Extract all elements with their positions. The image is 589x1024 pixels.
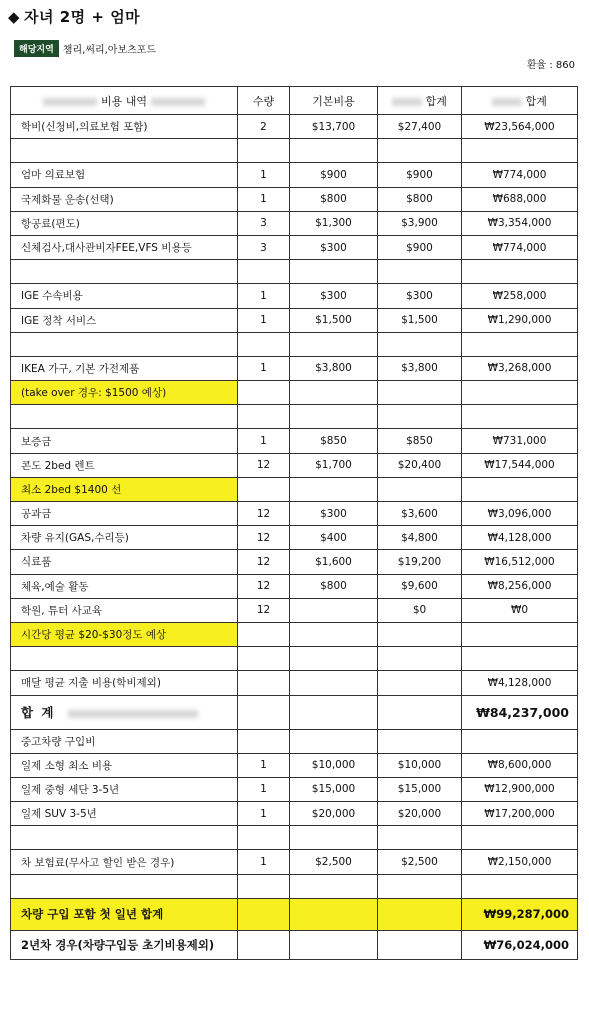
table-row xyxy=(11,405,578,429)
row-base xyxy=(290,729,378,753)
row-qty: 1 xyxy=(238,777,290,801)
row-sum-usd: $900 xyxy=(378,163,462,187)
row-qty xyxy=(238,260,290,284)
row-base xyxy=(290,874,378,898)
redacted-mark xyxy=(492,98,522,106)
redacted-mark xyxy=(68,710,198,718)
total-krw: ₩84,237,000 xyxy=(462,695,578,729)
row-base: $15,000 xyxy=(290,777,378,801)
row-sum-usd xyxy=(378,139,462,163)
row-base: $20,000 xyxy=(290,802,378,826)
row-qty xyxy=(238,826,290,850)
row-item: 일제 SUV 3-5년 xyxy=(11,802,238,826)
row-sum-usd: $4,800 xyxy=(378,526,462,550)
region-text: 챔리,써리,아보츠포드 xyxy=(62,45,157,56)
row-sum-usd: $20,400 xyxy=(378,453,462,477)
row-sum-krw: ₩12,900,000 xyxy=(462,777,578,801)
row-qty xyxy=(238,139,290,163)
row-item: 학원, 튜터 사교육 xyxy=(11,598,238,622)
row-sum-krw xyxy=(462,405,578,429)
row-sum-krw xyxy=(462,826,578,850)
row-item: 콘도 2bed 렌트 xyxy=(11,453,238,477)
row-sum-usd xyxy=(378,260,462,284)
row-sum-usd: $2,500 xyxy=(378,850,462,874)
row-sum-krw xyxy=(462,139,578,163)
row-qty: 1 xyxy=(238,284,290,308)
row-base: $300 xyxy=(290,502,378,526)
row-sum-krw: ₩258,000 xyxy=(462,284,578,308)
table-row xyxy=(11,802,578,826)
row-base: $900 xyxy=(290,163,378,187)
row-item: 매달 평균 지출 비용(학비제외) xyxy=(11,671,238,695)
cost-table xyxy=(10,86,578,960)
row-sum-usd xyxy=(378,647,462,671)
row-qty: 1 xyxy=(238,163,290,187)
row-sum-krw xyxy=(462,729,578,753)
row-sum-krw: ₩0 xyxy=(462,598,578,622)
row-base: $400 xyxy=(290,526,378,550)
region-badge: 해당지역 xyxy=(14,40,59,57)
row-base: $300 xyxy=(290,235,378,259)
row-qty: 12 xyxy=(238,453,290,477)
row-sum-usd: $800 xyxy=(378,187,462,211)
row-sum-usd xyxy=(378,729,462,753)
row-base: $10,000 xyxy=(290,753,378,777)
grand-total-label: 차량 구입 포함 첫 일년 합계 xyxy=(11,898,238,930)
row-sum-usd xyxy=(378,477,462,501)
row-base xyxy=(290,260,378,284)
row-sum-krw: ₩774,000 xyxy=(462,163,578,187)
row-sum-usd: $850 xyxy=(378,429,462,453)
row-qty: 12 xyxy=(238,502,290,526)
row-sum-krw: ₩4,128,000 xyxy=(462,671,578,695)
row-sum-krw xyxy=(462,647,578,671)
row-sum-usd xyxy=(378,332,462,356)
table-row xyxy=(11,874,578,898)
row-item: 중고차량 구입비 xyxy=(11,729,238,753)
row-base xyxy=(290,405,378,429)
row-sum-krw: ₩774,000 xyxy=(462,235,578,259)
table-row xyxy=(11,550,578,574)
row-sum-usd: $20,000 xyxy=(378,802,462,826)
row-item: 최소 2bed $1400 선 xyxy=(11,477,238,501)
second-year-label: 2년차 경우(차량구입등 초기비용제외) xyxy=(11,930,238,959)
row-qty: 12 xyxy=(238,550,290,574)
row-sum-usd: $10,000 xyxy=(378,753,462,777)
redacted-mark xyxy=(43,98,97,106)
row-item: (take over 경우: $1500 예상) xyxy=(11,381,238,405)
table-row xyxy=(11,850,578,874)
table-row xyxy=(11,777,578,801)
row-sum-krw: ₩3,096,000 xyxy=(462,502,578,526)
row-base: $800 xyxy=(290,187,378,211)
row-sum-krw: ₩2,150,000 xyxy=(462,850,578,874)
row-sum-usd xyxy=(378,874,462,898)
grand-total-krw: ₩99,287,000 xyxy=(462,898,578,930)
row-qty: 12 xyxy=(238,526,290,550)
row-item: 차량 유지(GAS,수리등) xyxy=(11,526,238,550)
row-base: $1,300 xyxy=(290,211,378,235)
page-title xyxy=(8,6,140,27)
row-sum-krw: ₩8,600,000 xyxy=(462,753,578,777)
row-sum-krw xyxy=(462,332,578,356)
row-qty xyxy=(238,332,290,356)
row-item: 일제 중형 세단 3-5년 xyxy=(11,777,238,801)
row-sum-usd: $3,900 xyxy=(378,211,462,235)
row-sum-usd: $3,800 xyxy=(378,356,462,380)
row-item: 차 보험료(무사고 할인 받은 경우) xyxy=(11,850,238,874)
row-sum-krw xyxy=(462,260,578,284)
table-row xyxy=(11,647,578,671)
row-sum-usd xyxy=(378,381,462,405)
table-row xyxy=(11,453,578,477)
header-sum-krw: 합계 xyxy=(462,87,578,115)
row-item xyxy=(11,826,238,850)
table-row xyxy=(11,753,578,777)
row-sum-krw: ₩1,290,000 xyxy=(462,308,578,332)
second-year-row xyxy=(11,930,578,959)
table-row xyxy=(11,139,578,163)
row-sum-krw: ₩16,512,000 xyxy=(462,550,578,574)
table-row xyxy=(11,826,578,850)
table-row xyxy=(11,429,578,453)
exchange-rate: 환율 : 860 xyxy=(526,60,575,71)
table-row xyxy=(11,574,578,598)
row-item: 신체검사,대사관비자FEE,VFS 비용등 xyxy=(11,235,238,259)
row-item: 일제 소형 최소 비용 xyxy=(11,753,238,777)
row-sum-usd: $1,500 xyxy=(378,308,462,332)
table-header-row xyxy=(11,87,578,115)
table-row xyxy=(11,260,578,284)
row-sum-krw: ₩3,354,000 xyxy=(462,211,578,235)
total-row xyxy=(11,695,578,729)
table-body xyxy=(11,115,578,696)
table-row xyxy=(11,729,578,753)
grand-total-row xyxy=(11,898,578,930)
row-sum-krw xyxy=(462,381,578,405)
row-sum-usd: $300 xyxy=(378,284,462,308)
table-row xyxy=(11,235,578,259)
row-sum-usd xyxy=(378,671,462,695)
row-item xyxy=(11,405,238,429)
car-table-body xyxy=(11,729,578,898)
row-sum-usd: $3,600 xyxy=(378,502,462,526)
table-row xyxy=(11,381,578,405)
row-qty xyxy=(238,647,290,671)
row-qty xyxy=(238,477,290,501)
row-qty xyxy=(238,874,290,898)
row-item: 보증금 xyxy=(11,429,238,453)
row-item: 국제화물 운송(선택) xyxy=(11,187,238,211)
row-sum-krw xyxy=(462,874,578,898)
row-item: 공과금 xyxy=(11,502,238,526)
row-base xyxy=(290,139,378,163)
table-row xyxy=(11,356,578,380)
row-sum-krw: ₩3,268,000 xyxy=(462,356,578,380)
row-sum-usd: $900 xyxy=(378,235,462,259)
row-item: IGE 수속비용 xyxy=(11,284,238,308)
row-item xyxy=(11,874,238,898)
row-base: $13,700 xyxy=(290,115,378,139)
row-sum-usd: $19,200 xyxy=(378,550,462,574)
row-base xyxy=(290,332,378,356)
table-row xyxy=(11,211,578,235)
row-qty: 1 xyxy=(238,356,290,380)
row-base xyxy=(290,477,378,501)
table-row xyxy=(11,502,578,526)
header-qty: 수량 xyxy=(238,87,290,115)
row-item xyxy=(11,139,238,163)
row-item: 체육,예술 활동 xyxy=(11,574,238,598)
row-sum-krw: ₩23,564,000 xyxy=(462,115,578,139)
table-row xyxy=(11,526,578,550)
row-item: 식료품 xyxy=(11,550,238,574)
row-item xyxy=(11,332,238,356)
row-qty xyxy=(238,729,290,753)
row-sum-usd: $15,000 xyxy=(378,777,462,801)
row-item xyxy=(11,260,238,284)
row-base xyxy=(290,671,378,695)
table-row xyxy=(11,187,578,211)
row-sum-usd xyxy=(378,405,462,429)
row-base: $2,500 xyxy=(290,850,378,874)
row-qty: 12 xyxy=(238,574,290,598)
row-base xyxy=(290,622,378,646)
second-year-krw: ₩76,024,000 xyxy=(462,930,578,959)
row-qty: 1 xyxy=(238,753,290,777)
row-qty: 3 xyxy=(238,235,290,259)
row-base xyxy=(290,647,378,671)
row-base: $3,800 xyxy=(290,356,378,380)
table-row xyxy=(11,671,578,695)
row-item: 학비(신청비,의료보험 포함) xyxy=(11,115,238,139)
table-row xyxy=(11,622,578,646)
row-item: 항공료(편도) xyxy=(11,211,238,235)
redacted-mark xyxy=(151,98,205,106)
row-qty xyxy=(238,671,290,695)
row-qty: 2 xyxy=(238,115,290,139)
row-sum-usd: $9,600 xyxy=(378,574,462,598)
row-qty xyxy=(238,405,290,429)
row-qty: 1 xyxy=(238,187,290,211)
row-base xyxy=(290,381,378,405)
total-label: 합 계 xyxy=(11,695,238,729)
row-qty xyxy=(238,622,290,646)
redacted-mark xyxy=(392,98,422,106)
table-row xyxy=(11,284,578,308)
row-sum-krw: ₩4,128,000 xyxy=(462,526,578,550)
row-base: $1,500 xyxy=(290,308,378,332)
row-item: IKEA 가구, 기본 가전제품 xyxy=(11,356,238,380)
row-sum-usd xyxy=(378,622,462,646)
row-base: $1,600 xyxy=(290,550,378,574)
row-base: $850 xyxy=(290,429,378,453)
row-item: IGE 정착 서비스 xyxy=(11,308,238,332)
row-base xyxy=(290,598,378,622)
table-row xyxy=(11,115,578,139)
row-base: $800 xyxy=(290,574,378,598)
row-sum-krw xyxy=(462,622,578,646)
table-row xyxy=(11,163,578,187)
header-sum-usd: 합계 xyxy=(378,87,462,115)
row-qty: 12 xyxy=(238,598,290,622)
row-sum-krw: ₩17,544,000 xyxy=(462,453,578,477)
row-sum-krw: ₩688,000 xyxy=(462,187,578,211)
row-qty xyxy=(238,381,290,405)
row-qty: 1 xyxy=(238,429,290,453)
row-sum-krw: ₩17,200,000 xyxy=(462,802,578,826)
row-item: 시간당 평균 $20-$30정도 예상 xyxy=(11,622,238,646)
row-base: $300 xyxy=(290,284,378,308)
header-base: 기본비용 xyxy=(290,87,378,115)
row-item xyxy=(11,647,238,671)
title-text: 자녀 2명 + 엄마 xyxy=(24,8,141,26)
table-row xyxy=(11,477,578,501)
row-qty: 1 xyxy=(238,850,290,874)
row-item: 엄마 의료보험 xyxy=(11,163,238,187)
diamond-icon: ◆ xyxy=(8,8,21,26)
row-sum-krw: ₩731,000 xyxy=(462,429,578,453)
row-base xyxy=(290,826,378,850)
row-sum-usd: $27,400 xyxy=(378,115,462,139)
table-row xyxy=(11,332,578,356)
table-row xyxy=(11,598,578,622)
header-item: 비용 내역 xyxy=(11,87,238,115)
row-sum-usd: $0 xyxy=(378,598,462,622)
row-sum-krw xyxy=(462,477,578,501)
row-qty: 1 xyxy=(238,802,290,826)
row-base: $1,700 xyxy=(290,453,378,477)
region-line xyxy=(14,40,156,57)
table-row xyxy=(11,308,578,332)
row-qty: 1 xyxy=(238,308,290,332)
row-sum-usd xyxy=(378,826,462,850)
row-qty: 3 xyxy=(238,211,290,235)
row-sum-krw: ₩8,256,000 xyxy=(462,574,578,598)
